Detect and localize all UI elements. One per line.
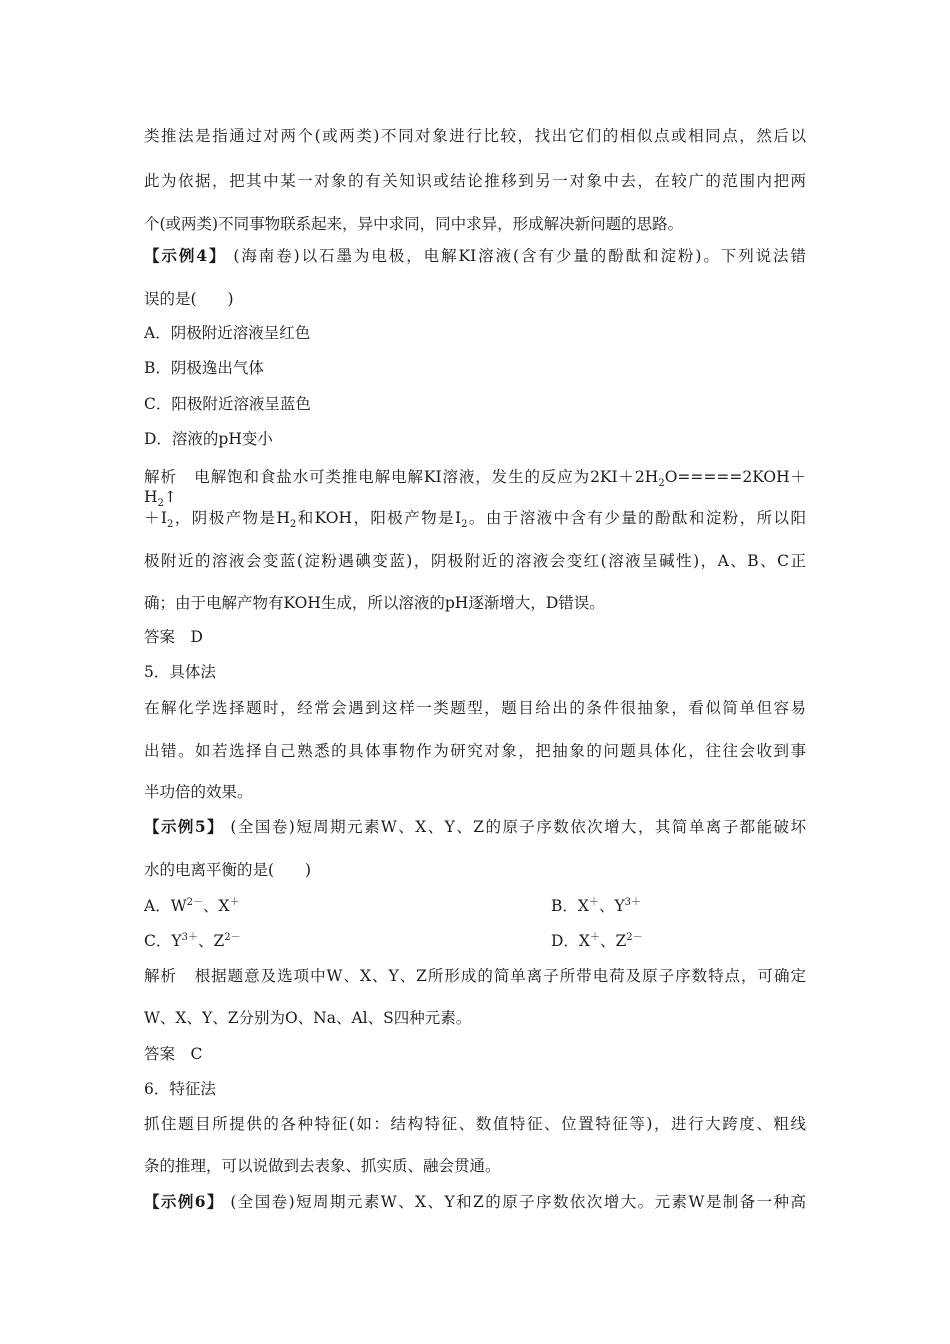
- example4-stem-line1: [144, 246, 806, 266]
- example5-stem: (全国卷)短周期元素W、X、Y、Z的原子序数依次增大，其简单离子都能破坏: [230, 818, 806, 836]
- paragraph-line: 此为依据，把其中某一对象的有关知识或结论推移到另一对象中去，在较广的范围内把两: [144, 172, 806, 190]
- gas-arrow-icon: ↑: [163, 488, 177, 506]
- section6-paragraph-line: 抓住题目所提供的各种特征(如：结构特征、数值特征、位置特征等)，进行大跨度、粗线: [144, 1115, 806, 1133]
- example4-option-a: A．阴极附近溶液呈红色: [144, 324, 311, 342]
- example6-stem: (全国卷)短周期元素W、X、Y和Z的原子序数依次增大。元素W是制备一种高: [230, 1193, 806, 1211]
- example4-analysis-line2: $+I_2$，阴极产物是$H_2$和KOH，阳极产物是$I_2$。由于溶液中含有少量的酚酞和淀粉，所以阳: [144, 509, 806, 531]
- example6-label: 【示例6】: [144, 1192, 224, 1211]
- example4-label: 【示例4】: [144, 246, 227, 265]
- example4-answer: 答案 D: [144, 628, 203, 646]
- example5-answer: 答案 C: [144, 1045, 203, 1063]
- example4-option-d: D．溶液的pH变小: [144, 430, 273, 448]
- example4-option-b: B．阴极逸出气体: [144, 359, 264, 377]
- paragraph-line: 类推法是指通过对两个(或两类)不同对象进行比较，找出它们的相似点或相同点，然后以: [144, 127, 806, 145]
- example5-stem-line2: 水的电离平衡的是( ): [144, 861, 312, 879]
- example4-analysis-line1: 解析 电解饱和食盐水可类推电解电解KI溶液，发生的反应为$2KI+2H_2O=====2KOH+H_2↑$: [144, 468, 806, 510]
- example5-option-d: D．X＋、$Z^{2-}$: [551, 931, 643, 950]
- example4-analysis-line3: 极附近的溶液会变蓝(淀粉遇碘变蓝)，阴极附近的溶液会变红(溶液呈碱性)，A、B、C正: [144, 552, 806, 570]
- analysis-label: 解析: [144, 967, 177, 985]
- example6-stem-line1: [144, 1192, 806, 1212]
- example4-stem: (海南卷)以石墨为电极，电解KI溶液(含有少量的酚酞和淀粉)。下列说法错: [233, 247, 806, 265]
- section5-heading: 5．具体法: [144, 663, 216, 681]
- example4-analysis-line4: 确；由于电解产物有KOH生成，所以溶液的pH逐渐增大，D错误。: [144, 594, 605, 612]
- example5-label: 【示例5】: [144, 817, 225, 836]
- example4-option-c: C．阳极附近溶液呈蓝色: [144, 395, 311, 413]
- example5-option-c: C．$Y^{3+}$、$Z^{2-}$: [144, 931, 241, 950]
- example5-stem-line1: [144, 817, 806, 837]
- section5-paragraph-line: 出错。如若选择自己熟悉的具体事物作为研究对象，把抽象的问题具体化，往往会收到事: [144, 742, 806, 760]
- example5-option-b: B．X＋、$Y^{3+}$: [551, 896, 642, 915]
- section6-heading: 6．特征法: [144, 1080, 216, 1098]
- paragraph-line: 个(或两类)不同事物联系起来，异中求同，同中求异，形成解决新问题的思路。: [144, 215, 684, 233]
- section6-paragraph-line: 条的推理，可以说做到去表象、抓实质、融会贯通。: [144, 1157, 501, 1175]
- section5-paragraph-line: 在解化学选择题时，经常会遇到这样一类题型，题目给出的条件很抽象，看似简单但容易: [144, 699, 806, 717]
- analysis-label: 解析: [144, 468, 177, 486]
- example5-analysis-line1: 解析 根据题意及选项中W、X、Y、Z所形成的简单离子所带电荷及原子序数特点，可确定: [144, 967, 806, 985]
- example5-analysis-line2: W、X、Y、Z分别为O、Na、Al、S四种元素。: [144, 1009, 472, 1027]
- section5-paragraph-line: 半功倍的效果。: [144, 783, 253, 801]
- example4-stem-line2: 误的是( ): [144, 290, 234, 308]
- example5-option-a: A．$W^{2-}$、X＋: [144, 896, 240, 915]
